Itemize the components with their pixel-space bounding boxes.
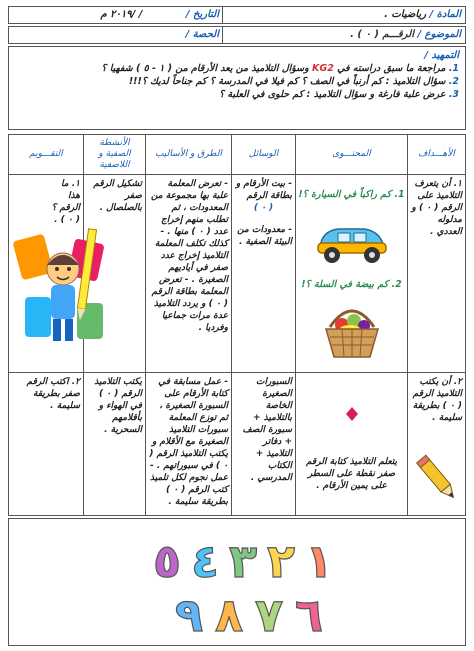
aids-1-line-1: - بيت الأرقام و بطاقة الرقم bbox=[235, 179, 292, 201]
aids-1-line-3: - معدودات من البيئة الصفية . bbox=[237, 225, 292, 247]
pencil-icon bbox=[416, 453, 460, 505]
numeral-1: ١ bbox=[304, 534, 334, 588]
aids-header: الوسائل bbox=[232, 135, 295, 175]
objective-1: ١. أن يتعرف التلاميذ على الرقم ( ٠ ) و مدلوله العددي . bbox=[408, 175, 465, 373]
numeral-8: ٨ bbox=[214, 588, 244, 642]
evaluation-header: التقـــويم bbox=[9, 135, 83, 175]
intro-line-1-rest: وسؤال التلاميذ من يعد الأرقام من ( ١ - ٥ ) شفهيا ؟ bbox=[101, 63, 313, 74]
numeral-4: ٤ bbox=[190, 534, 220, 588]
content-question-car: 1. كم راكباً في السيارة ؟! bbox=[298, 189, 405, 200]
intro-line-1 bbox=[15, 62, 459, 75]
intro-title: التمهيد / bbox=[424, 50, 459, 61]
intro-box bbox=[8, 46, 466, 130]
numeral-7: ٧ bbox=[254, 588, 284, 642]
fruit-basket-icon bbox=[320, 301, 384, 361]
aids-cell-2: السبورات الصغيرة الخاصة بالتلاميذ + سبورة الصف + دفاتر التلاميذ + الكتاب المدرسي . bbox=[242, 377, 292, 483]
numerals-decoration-box bbox=[8, 518, 466, 646]
period-cell bbox=[9, 27, 223, 43]
header-row-2 bbox=[8, 26, 466, 44]
numeral-9: ٩ bbox=[174, 588, 204, 642]
methods-cell-2: - عمل مسابقة في كتابة الأرقام على السبورة الصغيرة ، ثم توزع المعلمة سبورات التلاميذ الصغيرة مع الأقلام و يكتب التلاميذ الرقم ( ٠ ) في سبوراتهم . - عمل نجوم لكل تلميذ كتب الرقم ( ٠ ) بطريقة سليمة . bbox=[149, 377, 228, 507]
intro-line-3-num: 3. bbox=[448, 89, 459, 100]
period-label: الحصة / bbox=[185, 29, 219, 40]
intro-line-1-num: 1. bbox=[448, 63, 459, 74]
topic-label: الموضوع / bbox=[417, 29, 461, 40]
kid-with-numbers-illustration bbox=[11, 227, 111, 357]
activities-1-text: تشكيل الرقم صفر بالصلصال . bbox=[93, 179, 142, 213]
numeral-2: ٢ bbox=[266, 534, 296, 588]
methods-cell-1: - تعرض المعلمة علبة بها مجموعة من المعدودات ، ثم تطلب منهم إخراج عدد ( ٠ ) منها . - كذلك تكلف المعلمة التلاميذ إخراج عدد صفر في أياديهم الصغيرة . - تعرض المعلمة بطاقة الرقم ( ٠ ) و يردد التلاميذ عدة مرات جماعيا وفرديا . bbox=[146, 175, 231, 373]
content-cell-2 bbox=[296, 373, 407, 515]
intro-line-2-num: 2. bbox=[448, 76, 459, 87]
evaluation-1-text: ١. ما هذا الرقم ؟ ( ٠ ) . bbox=[51, 179, 80, 225]
evaluation-cell-2: ٢. اكتب الرقم صفر بطريقة سليمة . bbox=[26, 377, 80, 411]
methods-header: الطرق و الأساليب bbox=[146, 135, 231, 175]
date-value: / /٢٠١٩ م bbox=[100, 9, 143, 20]
content-question-basket: 2. كم بيضة في السلة ؟! bbox=[301, 279, 402, 290]
content-column bbox=[295, 135, 407, 515]
intro-line-2 bbox=[15, 75, 459, 88]
aids-cell-1 bbox=[232, 175, 295, 373]
toy-car-icon bbox=[314, 221, 390, 265]
diamond-icon bbox=[346, 407, 358, 421]
aids-1-line-2: ( ٠ ) bbox=[253, 203, 274, 213]
content-header: المحتـــوى bbox=[296, 135, 407, 175]
topic-value: الرقـــم ( ٠ ) . bbox=[350, 29, 414, 40]
numeral-6: ٦ bbox=[294, 588, 324, 642]
objectives-column bbox=[407, 135, 465, 515]
aids-column bbox=[231, 135, 295, 515]
subject-cell bbox=[225, 7, 465, 23]
colorful-numerals-illustration bbox=[9, 519, 465, 645]
lesson-table bbox=[8, 134, 466, 516]
content-cell-1 bbox=[296, 175, 407, 373]
date-label: التاريخ / bbox=[185, 9, 219, 20]
content-2-text: يتعلم التلاميذ كتابة الرقم صفر نقطة على السطر على يمين الأرقام . bbox=[305, 457, 398, 491]
topic-cell bbox=[225, 27, 465, 43]
objective-2-cell bbox=[408, 373, 465, 515]
header-row-1 bbox=[8, 6, 466, 24]
intro-line-1-text: مراجعة ما سبق دراسته في bbox=[333, 63, 446, 74]
lesson-plan-page bbox=[8, 6, 466, 646]
numeral-5: ٥ bbox=[152, 534, 182, 588]
objectives-header: الأهـــداف bbox=[408, 135, 465, 175]
subject-label: المادة / bbox=[429, 9, 461, 20]
intro-line-2-text: سؤال التلاميذ : كم أرنباً في الصف ؟ كم فيلا في المدرسة ؟ كم جناحاً لديك ؟!!! bbox=[128, 76, 446, 87]
intro-line-1-highlight: KG2 bbox=[312, 63, 334, 74]
activities-cell-2: يكتب التلاميذ الرقم ( ٠ ) في الهواء و بأقلامهم السحرية . bbox=[94, 377, 142, 435]
intro-line-3-text: عرض علبة فارغة و سؤال التلاميذ : كم حلوى في العلبة ؟ bbox=[219, 89, 446, 100]
activities-header: الأنشطة الصفية و اللاصفية bbox=[84, 135, 145, 175]
methods-column bbox=[145, 135, 231, 515]
subject-value: رياضيات . bbox=[384, 9, 427, 20]
numeral-3: ٣ bbox=[228, 534, 258, 588]
intro-line-3 bbox=[15, 88, 459, 101]
objective-2: ٢. أن يكتب التلاميذ الرقم ( ٠ ) بطريقة سليمة . bbox=[412, 377, 462, 423]
date-cell bbox=[9, 7, 223, 23]
